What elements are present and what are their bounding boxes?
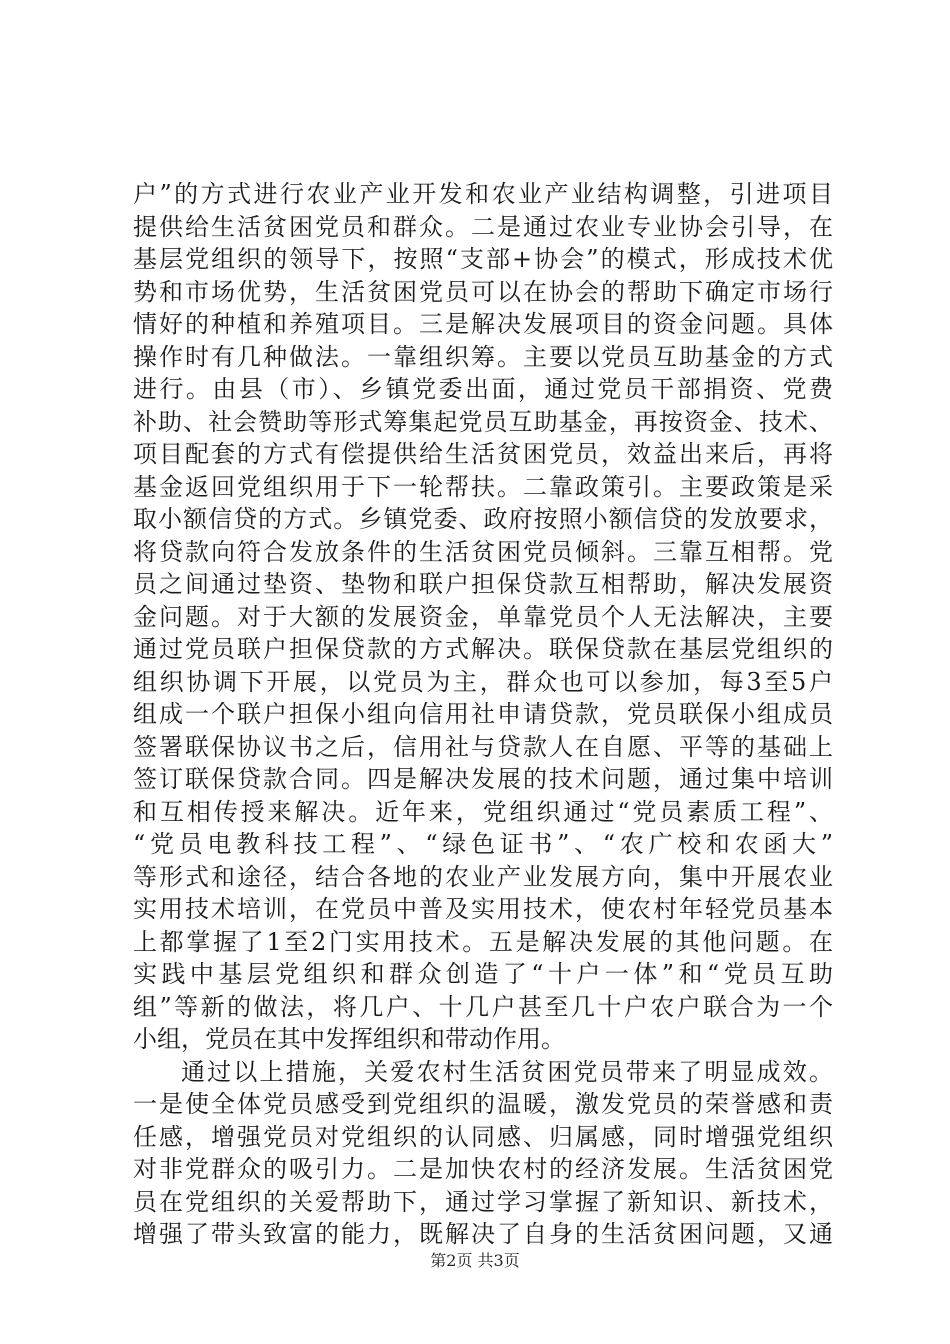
text-line: 势和市场优势，生活贫困党员可以在协会的帮助下确定市场行 — [133, 277, 833, 306]
text-line: 将贷款向符合发放条件的生活贫困党员倾斜。三靠互相帮。党 — [133, 537, 833, 566]
text-line: 操作时有几种做法。一靠组织筹。主要以党员互助基金的方式 — [133, 342, 833, 371]
text-line: 员之间通过垫资、垫物和联户担保贷款互相帮助，解决发展资 — [133, 570, 833, 598]
text-line: 实践中基层党组织和群众创造了“十户一体”和“党员互助 — [133, 960, 833, 988]
text-line: 对非党群众的吸引力。二是加快农村的经济发展。生活贫困党 — [133, 1155, 833, 1183]
text-line: 通过以上措施，关爱农村生活贫困党员带来了明显成效。 — [181, 1057, 833, 1086]
page-footer: 第2页 共3页 — [430, 1251, 520, 1270]
paragraph-2 — [133, 1056, 833, 1251]
text-line: 补助、社会赞助等形式筹集起党员互助基金，再按资金、技术、 — [133, 407, 833, 436]
text-line: 员在党组织的关爱帮助下，通过学习掌握了新知识、新技术， — [133, 1187, 833, 1216]
text-line: 通过党员联户担保贷款的方式解决。联保贷款在基层党组织的 — [133, 635, 833, 663]
text-line: 进行。由县（市）、乡镇党委出面，通过党员干部捐资、党费 — [133, 375, 833, 403]
text-line: 增强了带头致富的能力，既解决了自身的生活贫困问题，又通 — [133, 1220, 833, 1248]
text-line: 签署联保协议书之后，信用社与贷款人在自愿、平等的基础上 — [133, 732, 833, 761]
text-line: 组成一个联户担保小组向信用社申请贷款，党员联保小组成员 — [133, 700, 833, 728]
text-line: 组织协调下开展，以党员为主，群众也可以参加，每3至5户 — [133, 667, 833, 696]
text-line: 提供给生活贫困党员和群众。二是通过农业专业协会引导，在 — [133, 212, 833, 241]
text-line: 户”的方式进行农业产业开发和农业产业结构调整，引进项目 — [133, 180, 833, 208]
text-line: 和互相传授来解决。近年来，党组织通过“党员素质工程”、 — [133, 797, 833, 826]
text-line: 等形式和途径，结合各地的农业产业发展方向，集中开展农业 — [133, 862, 833, 891]
text-line: 一是使全体党员感受到党组织的温暖，激发党员的荣誉感和责 — [133, 1090, 833, 1118]
text-line: 上都掌握了1至2门实用技术。五是解决发展的其他问题。在 — [133, 927, 833, 956]
text-line: 基金返回党组织用于下一轮帮扶。二靠政策引。主要政策是采 — [133, 472, 833, 501]
text-line: 实用技术培训，在党员中普及实用技术，使农村年轻党员基本 — [133, 895, 833, 923]
paragraph-1 — [133, 178, 833, 1056]
document-body — [133, 178, 833, 1251]
text-line: 基层党组织的领导下，按照“支部+协会”的模式，形成技术优 — [133, 245, 833, 273]
text-line: 金问题。对于大额的发展资金，单靠党员个人无法解决，主要 — [133, 602, 833, 631]
text-line: 任感，增强党员对党组织的认同感、归属感，同时增强党组织 — [133, 1122, 833, 1151]
text-line: 情好的种植和养殖项目。三是解决发展项目的资金问题。具体 — [133, 310, 833, 338]
text-line: 小组，党员在其中发挥组织和带动作用。 — [133, 1025, 565, 1053]
text-line: “党员电教科技工程”、“绿色证书”、“农广校和农函大” — [133, 830, 833, 858]
text-line: 项目配套的方式有偿提供给生活贫困党员，效益出来后，再将 — [133, 440, 833, 468]
text-line: 组”等新的做法，将几户、十几户甚至几十户农户联合为一个 — [133, 992, 833, 1021]
text-line: 签订联保贷款合同。四是解决发展的技术问题，通过集中培训 — [133, 765, 833, 793]
text-line: 取小额信贷的方式。乡镇党委、政府按照小额信贷的发放要求， — [133, 505, 833, 533]
